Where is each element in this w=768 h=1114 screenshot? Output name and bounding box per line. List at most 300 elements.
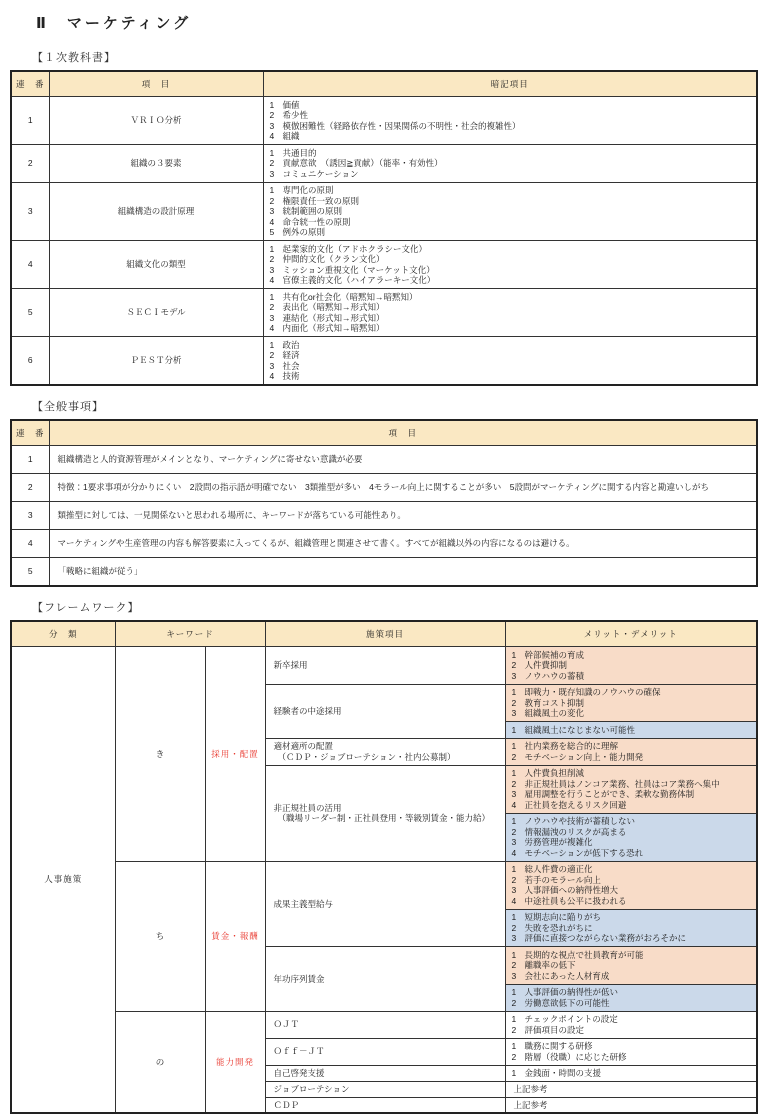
item-number: 1 xyxy=(269,99,275,110)
list-item xyxy=(270,227,751,238)
keyword-kana-cell: の xyxy=(115,1011,205,1113)
list-item xyxy=(270,121,751,132)
list-item xyxy=(270,313,751,324)
list-item xyxy=(512,864,750,875)
item-name-cell: 組織文化の類型 xyxy=(49,241,263,289)
list-item xyxy=(512,752,750,763)
item-number: 4 xyxy=(511,799,517,810)
textbook-row xyxy=(11,289,757,337)
item-number: 5 xyxy=(269,227,275,237)
measure-cell xyxy=(265,861,505,947)
item-number: 3 xyxy=(511,970,517,981)
memo-points-cell xyxy=(263,145,757,183)
column-header-no: 連 番 xyxy=(11,420,49,446)
numbered-list xyxy=(512,1014,750,1035)
list-item xyxy=(512,912,750,923)
measure-name: Ｏｆｆ－ＪＴ xyxy=(273,1046,325,1057)
item-number: 2 xyxy=(269,158,275,168)
item-text: モチベーション向上・能力開発 xyxy=(524,751,644,762)
item-number: 3 xyxy=(269,168,275,179)
general-row xyxy=(11,446,757,474)
item-name-cell: ＶＲＩＯ分析 xyxy=(49,97,263,145)
keyword-label-cell: 能力開発 xyxy=(205,1011,265,1113)
memo-points-cell xyxy=(263,289,757,337)
list-item xyxy=(270,131,751,142)
measure-name: ジョブローテション xyxy=(273,1084,350,1094)
list-item xyxy=(270,148,751,159)
item-text: 起業家的文化（アドホクラシー文化） xyxy=(282,243,428,254)
list-item xyxy=(270,340,751,351)
column-header-item: 項 目 xyxy=(49,71,263,97)
page-title: Ⅱ マーケティング xyxy=(36,15,192,32)
textbook-row xyxy=(11,145,757,183)
numbered-list xyxy=(512,950,750,982)
item-number: 3 xyxy=(269,120,275,131)
list-item xyxy=(512,1052,750,1063)
numbered-list xyxy=(512,816,750,858)
list-item xyxy=(512,971,750,982)
item-text: 内面化（形式知→暗黙知） xyxy=(282,323,385,333)
list-item xyxy=(512,698,750,709)
item-number: 3 xyxy=(269,264,275,275)
general-row xyxy=(11,502,757,530)
numbered-list xyxy=(512,725,750,736)
row-number-cell: 1 xyxy=(11,446,49,474)
item-text: 共有化or社会化（暗黙知→暗黙知） xyxy=(282,291,418,302)
item-number: 3 xyxy=(511,670,517,681)
list-item xyxy=(512,800,750,811)
item-text: 官僚主義的文化（ハイアラーキー文化） xyxy=(282,275,436,285)
numbered-list xyxy=(512,741,750,762)
item-number: 3 xyxy=(511,885,517,895)
general-table-container xyxy=(10,419,758,587)
textbook-row xyxy=(11,97,757,145)
item-text: チェックポイントの設定 xyxy=(524,1014,618,1024)
item-number: 1 xyxy=(269,147,275,158)
item-number: 3 xyxy=(269,360,275,371)
measure-name: 新卒採用 xyxy=(273,660,308,670)
item-number: 4 xyxy=(269,275,275,285)
item-number: 3 xyxy=(269,312,275,323)
item-text: モチベーションが低下する恐れ xyxy=(524,847,644,858)
column-header-memo: 暗記項目 xyxy=(263,71,757,97)
plain-points-cell xyxy=(505,1038,757,1065)
item-text: 非正規社員はノンコア業務、社員はコア業務へ集中 xyxy=(524,778,720,789)
demerit-cell xyxy=(505,722,757,739)
list-item xyxy=(270,100,751,111)
general-header-row xyxy=(11,420,757,446)
item-text: 労働意欲低下の可能性 xyxy=(524,997,610,1008)
list-item xyxy=(512,837,750,848)
list-item xyxy=(270,244,751,255)
list-item xyxy=(512,1041,750,1052)
item-number: 3 xyxy=(511,837,517,847)
measure-cell xyxy=(265,1082,505,1098)
item-text: 若手のモラール向上 xyxy=(524,874,601,885)
item-text: 長期的な視点で社員教育が可能 xyxy=(524,949,644,960)
item-number: 2 xyxy=(269,195,275,206)
item-number: 1 xyxy=(511,864,517,874)
item-number: 1 xyxy=(511,768,517,778)
note-text-cell: 「戦略に組織が従う」 xyxy=(49,558,757,587)
item-number: 1 xyxy=(511,724,517,735)
memo-points-cell xyxy=(263,97,757,145)
measure-name: 適材適所の配置 xyxy=(273,741,334,751)
item-text: 連結化（形式知→形式知） xyxy=(282,312,385,323)
merit-cell xyxy=(505,738,757,765)
section-heading-general: 【全般事項】 xyxy=(32,401,104,413)
list-item xyxy=(270,361,751,372)
item-text: 例外の原則 xyxy=(282,227,326,237)
list-item xyxy=(512,998,750,1009)
row-number-cell: 4 xyxy=(11,241,49,289)
item-number: 2 xyxy=(511,778,517,789)
keyword-kana-cell: き xyxy=(115,647,205,862)
list-item xyxy=(512,650,750,661)
item-text: 統制範囲の原則 xyxy=(282,206,343,216)
numbered-list xyxy=(512,687,750,719)
numbered-list xyxy=(270,148,751,180)
list-item xyxy=(512,687,750,698)
list-item xyxy=(270,350,751,361)
numbered-list xyxy=(512,987,750,1008)
item-text: 情報漏洩のリスクが高まる xyxy=(524,826,627,837)
list-item xyxy=(270,185,751,196)
reference-cell: 上記参考 xyxy=(505,1097,757,1113)
column-header-item: 項 目 xyxy=(49,420,757,446)
column-header-merit: メリット・デメリット xyxy=(505,621,757,647)
general-row xyxy=(11,558,757,587)
item-text: 経済 xyxy=(282,350,300,360)
numbered-list xyxy=(512,864,750,906)
item-number: 3 xyxy=(269,206,275,216)
list-item xyxy=(270,371,751,382)
textbook-row xyxy=(11,241,757,289)
measure-cell xyxy=(265,765,505,861)
numbered-list xyxy=(270,185,751,238)
item-number: 1 xyxy=(511,649,517,660)
memo-points-cell xyxy=(263,337,757,386)
item-text: コミュニケーション xyxy=(282,168,359,179)
item-number: 2 xyxy=(511,660,517,670)
item-number: 2 xyxy=(269,350,275,360)
list-item xyxy=(270,292,751,303)
item-text: 社会 xyxy=(282,360,300,371)
item-text: 職務に関する研修 xyxy=(524,1041,593,1051)
item-text: 金銭面・時間の支援 xyxy=(524,1068,602,1078)
numbered-list xyxy=(270,292,751,334)
numbered-list xyxy=(512,1041,750,1062)
item-text: 教育コスト抑制 xyxy=(524,697,585,708)
item-number: 1 xyxy=(511,1068,517,1078)
measure-cell xyxy=(265,1038,505,1065)
list-item xyxy=(512,660,750,671)
reference-cell: 上記参考 xyxy=(505,1082,757,1098)
item-number: 2 xyxy=(511,874,517,885)
list-item xyxy=(512,875,750,886)
item-text: 政治 xyxy=(282,339,300,350)
memo-points-cell xyxy=(263,182,757,241)
measure-cell xyxy=(265,1065,505,1082)
list-item xyxy=(270,206,751,217)
item-number: 2 xyxy=(511,751,517,762)
list-item xyxy=(512,741,750,752)
list-item xyxy=(270,302,751,313)
item-number: 1 xyxy=(269,291,275,302)
demerit-cell xyxy=(505,813,757,861)
item-number: 1 xyxy=(511,687,517,697)
item-name-cell: 組織構造の設計原理 xyxy=(49,182,263,241)
list-item xyxy=(512,960,750,971)
keyword-kana-cell: ち xyxy=(115,861,205,1011)
item-text: 命令統一性の原則 xyxy=(282,216,351,227)
list-item xyxy=(512,827,750,838)
measure-name: 年功序列賃金 xyxy=(273,973,325,984)
item-text: 幹部候補の育成 xyxy=(524,649,585,660)
measure-cell xyxy=(265,738,505,765)
framework-row xyxy=(11,861,757,909)
item-text: 人件費負担削減 xyxy=(524,768,585,778)
item-text: 権限責任一致の原則 xyxy=(282,195,360,206)
item-number: 3 xyxy=(511,708,517,718)
item-name-cell: ＰＥＳＴ分析 xyxy=(49,337,263,386)
numbered-list xyxy=(512,912,750,944)
note-text-cell: 組織構造と人的資源管理がメインとなり、マーケティングに寄せない意識が必要 xyxy=(49,446,757,474)
textbook-table-container xyxy=(10,70,758,386)
list-item xyxy=(512,725,750,736)
measure-name: 自己啓発支援 xyxy=(273,1068,325,1078)
item-text: 評価項目の設定 xyxy=(524,1024,585,1035)
measure-name: 経験者の中途採用 xyxy=(273,705,342,716)
textbook-header-row xyxy=(11,71,757,97)
list-item xyxy=(512,779,750,790)
merit-cell xyxy=(505,947,757,985)
framework-header-row xyxy=(11,621,757,647)
item-number: 1 xyxy=(511,741,517,751)
list-item xyxy=(512,896,750,907)
row-number-cell: 4 xyxy=(11,530,49,558)
list-item xyxy=(512,885,750,896)
measure-name: ＣＤＰ xyxy=(273,1099,300,1110)
item-text: 中途社員も公平に扱われる xyxy=(524,895,627,906)
item-text: 貢献意欲 （誘因≧貢献）（能率・有効性） xyxy=(282,158,443,168)
item-text: 会社にあった人材育成 xyxy=(524,970,610,981)
section-heading-framework: 【フレームワーク】 xyxy=(32,602,140,614)
item-number: 2 xyxy=(269,302,275,312)
item-number: 2 xyxy=(511,697,517,708)
list-item xyxy=(512,768,750,779)
item-text: 離職率の低下 xyxy=(524,960,576,970)
column-header-category: 分 類 xyxy=(11,621,115,647)
numbered-list xyxy=(512,768,750,810)
list-item xyxy=(512,1014,750,1025)
numbered-list xyxy=(512,650,750,682)
item-number: 1 xyxy=(269,339,275,350)
list-item xyxy=(270,323,751,334)
section-heading-textbook: 【１次教科書】 xyxy=(32,52,116,64)
list-item xyxy=(512,923,750,934)
note-text-cell: マーケティングや生産管理の内容も解答要素に入ってくるが、組織管理と関連させて書く。すべてが組織以外の内容になるのは避ける。 xyxy=(49,530,757,558)
list-item xyxy=(512,816,750,827)
numbered-list xyxy=(270,340,751,382)
textbook-row xyxy=(11,337,757,386)
column-header-no: 連 番 xyxy=(11,71,49,97)
list-item xyxy=(512,1025,750,1036)
item-number: 2 xyxy=(511,1024,517,1035)
item-number: 1 xyxy=(269,185,275,195)
column-header-measure: 施策項目 xyxy=(265,621,505,647)
row-number-cell: 3 xyxy=(11,182,49,241)
item-text: 模倣困難性（経路依存性・因果関係の不明性・社会的複雑性） xyxy=(282,120,521,131)
measure-cell xyxy=(265,1097,505,1113)
textbook-row xyxy=(11,182,757,241)
list-item xyxy=(512,1068,750,1079)
row-number-cell: 5 xyxy=(11,558,49,587)
item-text: 総人件費の適正化 xyxy=(524,864,593,874)
item-name-cell: 組織の３要素 xyxy=(49,145,263,183)
item-number: 1 xyxy=(511,816,517,826)
list-item xyxy=(270,169,751,180)
note-text-cell: 特徴：1要求事項が分かりにくい 2設問の指示語が明確でない 3類推型が多い 4モラール向上に関することが多い 5設問がマーケティングに関する内容と勘違いしがち xyxy=(49,474,757,502)
row-number-cell: 6 xyxy=(11,337,49,386)
item-text: 階層（役職）に応じた研修 xyxy=(524,1051,627,1062)
list-item xyxy=(512,950,750,961)
item-number: 4 xyxy=(269,323,275,333)
framework-table-container xyxy=(10,620,758,1114)
list-item xyxy=(512,671,750,682)
keyword-label-cell: 賃金・報酬 xyxy=(205,861,265,1011)
item-text: 人事評価への納得性増大 xyxy=(524,885,619,895)
item-text: 組織 xyxy=(282,131,300,141)
measure-cell xyxy=(265,684,505,738)
item-text: 人事評価の納得性が低い xyxy=(524,987,619,997)
item-text: 社内業務を総合的に理解 xyxy=(524,741,619,751)
measure-name: ＯＪＴ xyxy=(273,1019,300,1030)
numbered-list xyxy=(270,100,751,142)
category-cell: 人事施策 xyxy=(11,647,115,1114)
plain-points-cell xyxy=(505,1065,757,1082)
list-item xyxy=(270,254,751,265)
item-number: 4 xyxy=(511,895,517,906)
row-number-cell: 2 xyxy=(11,145,49,183)
merit-cell xyxy=(505,765,757,813)
framework-row xyxy=(11,647,757,685)
item-number: 2 xyxy=(511,1051,517,1062)
demerit-cell xyxy=(505,984,757,1011)
list-item xyxy=(512,987,750,998)
merit-cell xyxy=(505,861,757,909)
item-text: 雇用調整を行うことができ、柔軟な勤務体制 xyxy=(524,789,695,799)
demerit-cell xyxy=(505,909,757,947)
item-text: 共通目的 xyxy=(282,147,317,158)
item-number: 2 xyxy=(269,254,275,264)
item-text: 組織風土になじまない可能性 xyxy=(524,724,636,735)
item-text: ノウハウの蓄積 xyxy=(524,670,585,681)
item-text: 評価に直接つながらない業務がおろそかに xyxy=(524,933,687,943)
item-number: 1 xyxy=(511,1041,517,1051)
keyword-label-cell: 採用・配置 xyxy=(205,647,265,862)
item-number: 4 xyxy=(269,131,275,141)
item-number: 1 xyxy=(511,1014,517,1024)
list-item xyxy=(270,158,751,169)
item-text: 希少性 xyxy=(282,110,309,120)
framework-row xyxy=(11,1011,757,1038)
measure-detail: （ＣＤＰ・ジョブローテション・社内公募制） xyxy=(277,751,456,762)
column-header-keyword: キーワード xyxy=(115,621,265,647)
general-table xyxy=(10,419,758,587)
list-item xyxy=(512,708,750,719)
general-row xyxy=(11,530,757,558)
item-number: 4 xyxy=(511,847,517,858)
numbered-list xyxy=(512,1068,750,1079)
item-number: 1 xyxy=(511,912,517,922)
list-item xyxy=(270,217,751,228)
merit-cell xyxy=(505,684,757,722)
textbook-table xyxy=(10,70,758,386)
item-text: 失敗を恐れがちに xyxy=(524,922,593,933)
item-text: 技術 xyxy=(282,371,300,381)
item-number: 2 xyxy=(511,826,517,837)
measure-cell xyxy=(265,947,505,1012)
list-item xyxy=(270,265,751,276)
item-name-cell: ＳＥＣＩモデル xyxy=(49,289,263,337)
item-text: 即戦力・既存知識のノウハウの確保 xyxy=(524,687,661,697)
row-number-cell: 1 xyxy=(11,97,49,145)
item-number: 3 xyxy=(511,789,517,799)
list-item xyxy=(512,848,750,859)
measure-name: 非正規社員の活用 xyxy=(273,802,342,813)
item-text: 組織風土の変化 xyxy=(524,708,585,718)
row-number-cell: 2 xyxy=(11,474,49,502)
measure-cell xyxy=(265,1011,505,1038)
item-number: 2 xyxy=(269,110,275,120)
merit-cell xyxy=(505,647,757,685)
item-number: 2 xyxy=(511,997,517,1008)
list-item xyxy=(270,275,751,286)
item-text: ノウハウや技術が蓄積しない xyxy=(524,816,636,826)
item-text: 労務管理が複雑化 xyxy=(524,837,593,847)
item-number: 2 xyxy=(511,960,517,970)
list-item xyxy=(512,933,750,944)
memo-points-cell xyxy=(263,241,757,289)
note-text-cell: 類推型に対しては、一見関係ないと思われる場所に、キーワードが落ちている可能性あり。 xyxy=(49,502,757,530)
list-item xyxy=(270,196,751,207)
item-text: 人件費抑制 xyxy=(524,660,568,670)
item-number: 1 xyxy=(511,987,517,997)
item-text: 正社員を抱えるリスク回避 xyxy=(524,799,627,810)
item-text: 表出化（暗黙知→形式知） xyxy=(282,302,385,312)
measure-detail: （職場リーダー制・正社員登用・等級別賃金・能力給） xyxy=(277,813,491,823)
list-item xyxy=(512,789,750,800)
list-item xyxy=(270,110,751,121)
item-text: ミッション重視文化（マーケット文化） xyxy=(282,264,435,275)
framework-table xyxy=(10,620,758,1114)
item-text: 専門化の原則 xyxy=(282,185,334,195)
item-text: 仲間的文化（クラン文化） xyxy=(282,254,385,264)
item-number: 3 xyxy=(511,933,517,943)
measure-name: 成果主義型給与 xyxy=(273,898,334,909)
item-text: 価値 xyxy=(282,99,300,110)
item-number: 2 xyxy=(511,922,517,933)
general-row xyxy=(11,474,757,502)
numbered-list xyxy=(270,244,751,286)
measure-cell xyxy=(265,647,505,685)
item-number: 1 xyxy=(269,243,275,254)
item-text: 短期志向に陥りがち xyxy=(524,912,602,922)
plain-points-cell xyxy=(505,1011,757,1038)
row-number-cell: 3 xyxy=(11,502,49,530)
item-number: 4 xyxy=(269,371,275,381)
